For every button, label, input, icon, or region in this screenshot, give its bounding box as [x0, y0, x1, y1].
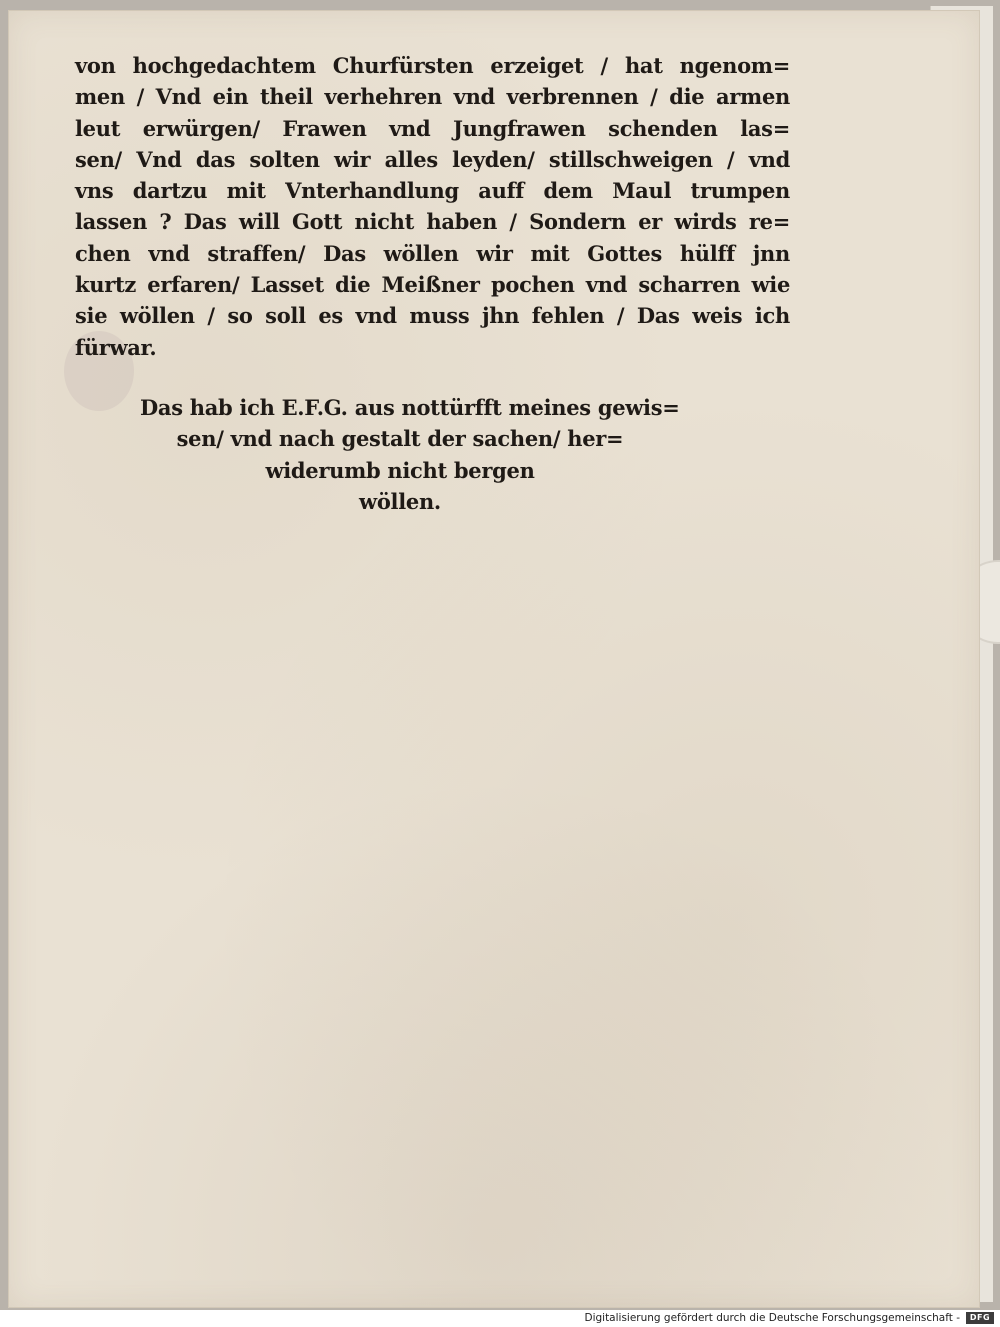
dfg-logo: DFG: [966, 1312, 994, 1324]
body-line: von hochgedachtem Churfürsten erzeiget / hat ngenom=: [75, 53, 790, 78]
body-line: sen/ Vnd das solten wir alles leyden/ stillschweigen / vnd: [75, 146, 790, 172]
body-line: men / Vnd ein theil verhehren vnd verbrennen / die armen: [75, 84, 790, 110]
closing-line: widerumb nicht bergen: [265, 457, 535, 483]
body-line: fürwar.: [75, 334, 157, 360]
body-line: kurtz erfaren/ Lasset die Meißner pochen vnd scharren wie: [75, 272, 790, 298]
closing-text: [140, 392, 680, 517]
closing-line: wöllen.: [359, 488, 441, 514]
body-line: vns dartzu mit Vnterhandlung auff dem Maul trumpen: [75, 178, 790, 204]
closing-line: sen/ vnd nach gestalt der sachen/ her=: [176, 426, 624, 452]
body-line: sie wöllen / so soll es vnd muss jhn fehlen / Das weis ich: [75, 303, 790, 329]
body-line: leut erwürgen/ Frawen vnd Jungfrawen schenden las=: [75, 115, 790, 141]
funding-credit: Digitalisierung gefördert durch die Deutsche Forschungsgemeinschaft -: [584, 1312, 960, 1324]
body-line: chen vnd straffen/ Das wöllen wir mit Gottes hülff jnn: [75, 240, 790, 266]
body-line: lassen ? Das will Gott nicht haben / Sondern er wirds re=: [75, 209, 790, 235]
body-text: [75, 50, 790, 363]
footer-bar: [0, 1310, 1000, 1327]
closing-line: Das hab ich E.F.G. aus nottürfft meines gewis=: [140, 395, 680, 420]
